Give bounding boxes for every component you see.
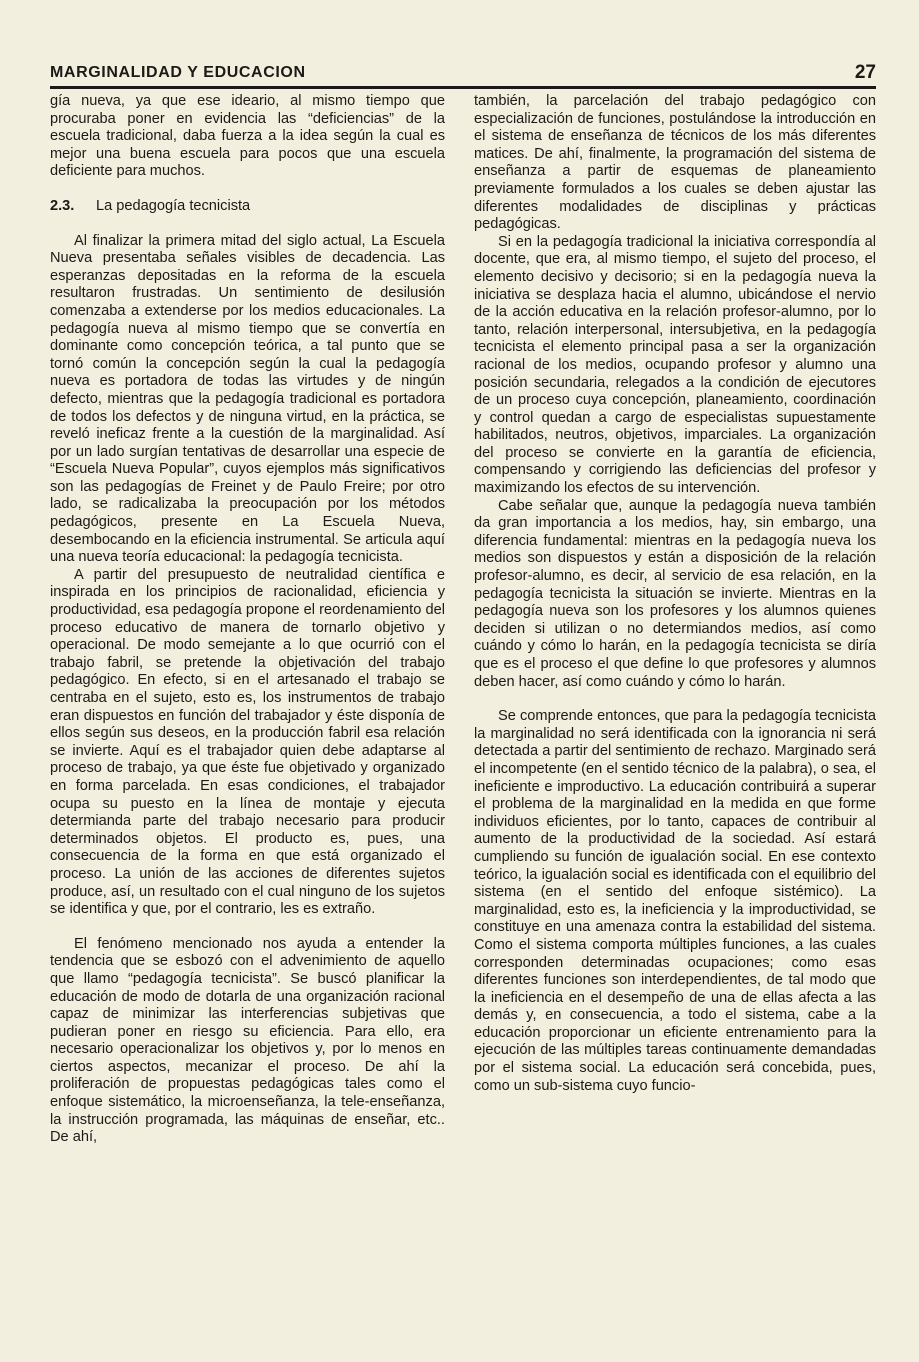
section-title: La pedagogía tecnicista — [96, 197, 251, 214]
page-header — [50, 64, 876, 86]
paragraph: Se comprende entonces, que para la pedagogía tecnicista la marginalidad no será identificada con la ignorancia ni será detectada a partir del sentimiento de rechazo. Marginado será el incompetente (en el sentido técnico de la palabra), o sea, el ineficiente e improductivo. La educación contribuirá a superar el problema de la marginalidad en la medida en que forme individuos eficientes, por lo tanto, capaces de contribuir al aumento de la productividad de la sociedad. Así estará cumpliendo su función de igualación social. En ese contexto teórico, la igualación social es identificada con el equilibrio del sistema (en el sentido del enfoque sistémico). La marginalidad, esto es, la ineficiencia y la improductividad, se constituye en una amenaza contra la estabilidad del sistema. Como el sistema comporta múltiples funciones, a las cuales corresponden determinadas ocupaciones; como esas diferentes funciones son interdependientes, de tal modo que la ineficiencia en el desempeño de una de ellas afecta a las demás y, en consecuencia, a todo el sistema, cabe a la educación proporcionar un eficiente entrenamiento para la ejecución de las múltiples tareas continuamente demandadas por el sistema social. La educación será concebida, pues, como un sub-sistema cuyo funcio- — [474, 708, 876, 1094]
running-title: MARGINALIDAD Y EDUCACION — [50, 64, 306, 81]
left-column — [50, 93, 445, 1147]
page-number: 27 — [854, 62, 876, 83]
paragraph: Si en la pedagogía tradicional la iniciativa correspondía al docente, que era, al mismo tiempo, el sujeto del proceso, el elemento decisivo y decisorio; si en la pedagogía nueva la iniciativa se desplaza hacia el alumno, ubicándose el nervio de la acción educativa en la relación profesor-alumno, por lo tanto, relación interpersonal, intersubjetiva, en la pedagogía tecnicista el elemento principal pasa a ser la organización racional de los medios, ocupando profesor y alumno una posición secundaria, relegados a la condición de ejecutores de un proceso cuya concepción, planeamiento, coordinación y control quedan a cargo de especialistas supuestamente habilitados, neutros, objetivos, imparciales. La organización del proceso se convierte en la garantía de eficiencia, compensando y corrigiendo las deficiencias del profesor y maximizando los efectos de su intervención. — [474, 233, 876, 497]
paragraph: gía nueva, ya que ese ideario, al mismo tiempo que procuraba poner en evidencia las “deficiencias” de la escuela tradicional, daba fuerza a la idea según la cual es mejor una buena escuela para pocos que una escuela deficiente para muchos. — [50, 93, 445, 180]
paragraph: también, la parcelación del trabajo pedagógico con especialización de funciones, postulándose la introducción en el sistema de enseñanza de técnicos de los más diferentes matices. De ahí, finalmente, la programación del sistema de enseñanza a partir de esquemas de planeamiento previamente formulados a los cuales se deben ajustar las diferentes modalidades de disciplinas y prácticas pedagógicas. — [474, 93, 876, 233]
paragraph: A partir del presupuesto de neutralidad científica e inspirada en los principios de racionalidad, eficiencia y productividad, esa pedagogía propone el reordenamiento del proceso educativo de manera de tornarlo objetivo y operacional. De modo semejante a lo que ocurrió con el trabajo fabril, se pretende la objetivación del trabajo pedagógico. En efecto, si en el artesanado el trabajo se centraba en el sujeto, esto es, los instrumentos de trabajo eran dispuestos en función del trabajador y éste disponía de ellos según sus deseos, en la producción fabril esa relación se invierte. Aquí es el trabajador quien debe adaptarse al proceso de trabajo, ya que éste fue objetivado y organizado en forma parcelada. En esas condiciones, el trabajador ocupa su puesto en la línea de montaje y ejecuta determianda parte del trabajo necesario para producir determinados objetos. El producto es, pues, una consecuencia de la forma en que está organizado el proceso. La unión de las acciones de diferentes sujetos produce, así, un resultado con el cual ninguno de los sujetos se identifica y que, por el contrario, les es extraño. — [50, 566, 445, 918]
section-number: 2.3. — [50, 197, 75, 214]
right-column — [474, 93, 876, 1095]
paragraph: Al finalizar la primera mitad del siglo actual, La Escuela Nueva presentaba señales visibles de decadencia. Las esperanzas depositadas en la reforma de la escuela resultaron frustradas. Un sentimiento de desilusión comenzaba a extenderse por los medios educacionales. La pedagogía nueva al mismo tiempo que se convertía en dominante como concepción teórica, a tal punto que se tornó común la concepción según la cual la pedagogía nueva es portadora de todas las virtudes y de ningún defecto, mientras que la pedagogía tradicional es portadora de todos los defectos y de ninguna virtud, en la práctica, se reveló ineficaz frente a la cuestión de la marginalidad. Así por un lado surgían tentativas de desarrollar una especie de “Escuela Nueva Popular”, cuyos ejemplos más significativos son las pedagogías de Freinet y de Paulo Freire; por otro lado, se radicalizaba la preocupación por los métodos pedagógicos, presente en La Escuela Nueva, desembocando en la eficiencia instrumental. Se articula aquí una nueva teoría educacional: la pedagogía tecnicista. — [50, 232, 445, 566]
paragraph: El fenómeno mencionado nos ayuda a entender la tendencia que se esbozó con el advenimiento de aquello que llamo “pedagogía tecnicista”. Se buscó planificar la educación de modo de dotarla de una organización racional capaz de minimizar las interferencias subjetivas que pudieran poner en riesgo su eficiencia. Para ello, era necesario operacionalizar los objetivos y, por lo menos en ciertos aspectos, mecanizar el proceso. De ahí la proliferación de propuestas pedagógicas tales como el enfoque sistemático, la microenseñanza, la tele-enseñanza, la instrucción programada, las máquinas de enseñar, etc.. De ahí, — [50, 935, 445, 1146]
header-rule — [50, 86, 876, 89]
section-heading — [50, 198, 445, 216]
paragraph: Cabe señalar que, aunque la pedagogía nueva también da gran importancia a los medios, hay, sin embargo, una diferencia fundamental: mientras en la pedagogía nueva los medios son dispuestos y están a disposición de la relación profesor-alumno, es decir, al servicio de esa relación, en la pedagogía tecnicista la situación se invierte. Mientras en la pedagogía nueva son los profesores y los alumnos quienes deciden si utilizan o no determiandos medios, así como cuándo y cómo lo harán, en la pedagogía tecnicista se diría que es el proceso el que define lo que profesores y alumnos deben hacer, así como cuándo y cómo lo harán. — [474, 497, 876, 690]
